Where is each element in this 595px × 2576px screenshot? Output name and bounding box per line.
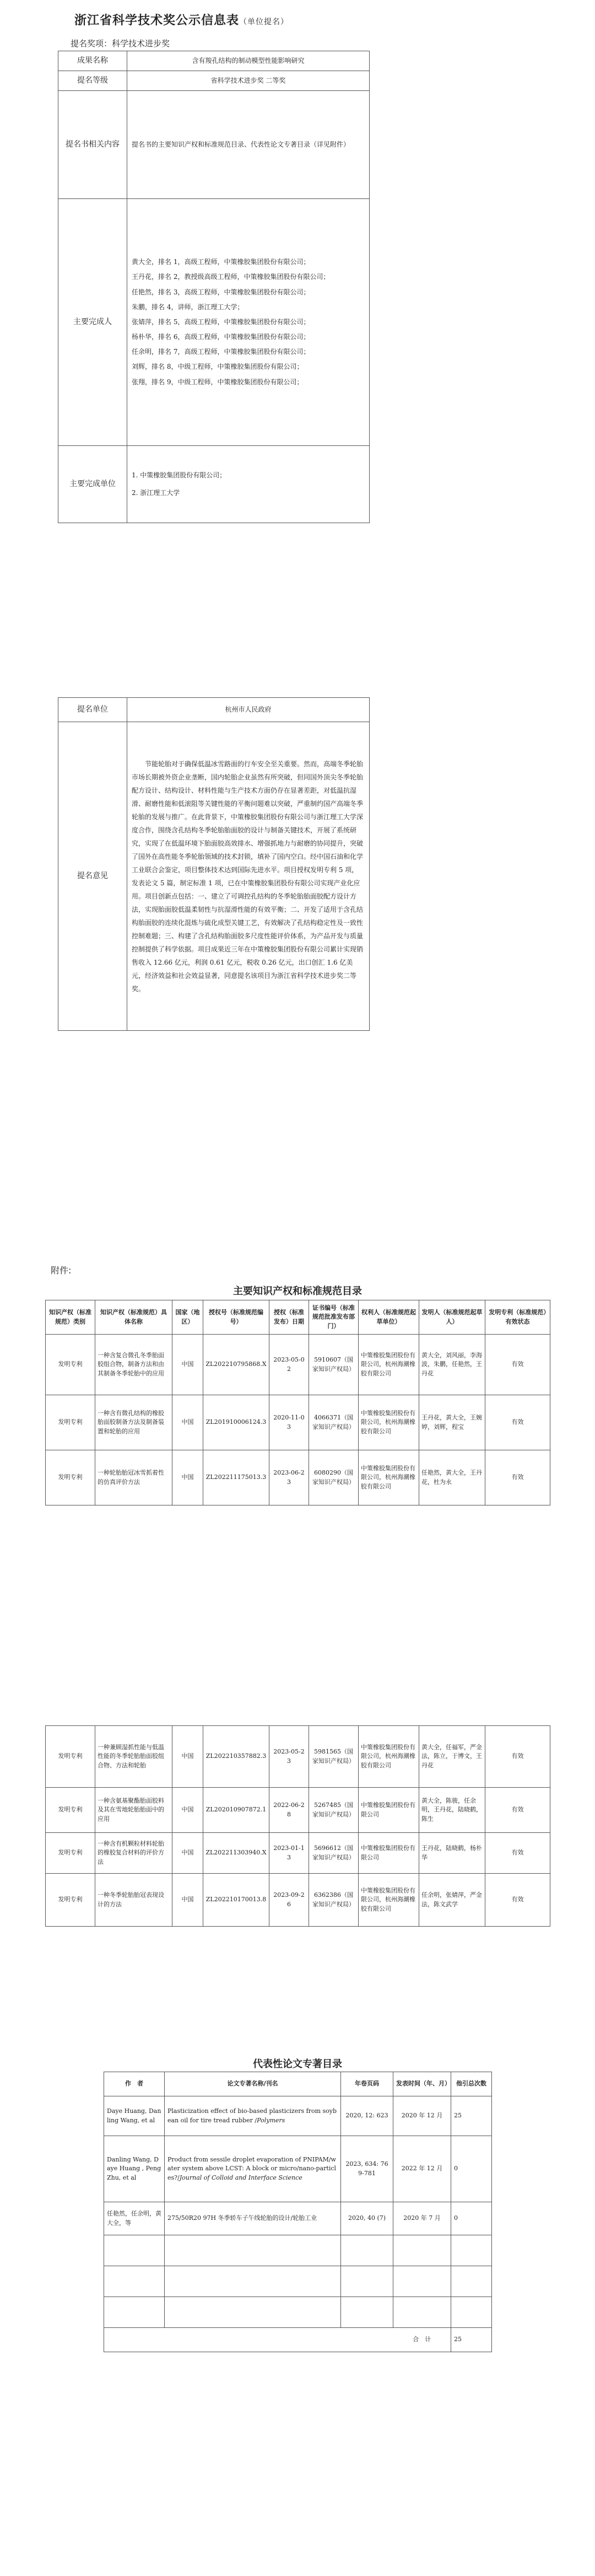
ip-inventor: 任艳然，黄大全，王丹花，杜为永 [419, 1450, 485, 1505]
ip-cert: 5981565（国家知识产权局） [309, 1726, 359, 1788]
ip-cert: 5696612（国家知识产权局） [309, 1833, 359, 1874]
opinion-text: 节能轮胎对于确保低温冰雪路面的行车安全至关重要。然而，高端冬季轮胎市场长期被外资企业垄断，国内轮胎企业虽然有所突破，但同国外顶尖冬季轮胎配方设计、结构设计、材料性能与生产技术方面仍存在显著差距，对低温抗湿滑、耐磨性能和低滚阻等关键性能的平衡问题难以突破，严重制约国产高端冬季轮胎的发展与推广。在此背景下，中策橡胶集团股份有限公司与浙江理工大学深度合作，围绕含孔结构冬季轮胎胎面胶的设计与制备关键技术，开展了系统研究，实现了在低温环境下胎面胶高效排水、增强抓地力与耐磨的协同提升，突破了国外在高性能冬季轮胎领域的技术封锁，填补了国内空白。经中国石油和化学工业联合会鉴定，项目整体技术达到国际先进水平。项目授权发明专利 5 项，发表论文 5 篇，制定标准 1 项，已在中策橡胶集团股份有限公司实现产业化应用。项目创新点包括：一、建立了可调控孔结构的冬季轮胎胎面胶配方设计方法，实现胎面胶低温柔韧性与抗湿滑性能的有效平衡；二、开发了适用于含孔结构胎面胶的连续化混炼与硫化成型关键工艺，有效解决了孔结构稳定性及一致性控制难题；三、构建了含孔结构胎面胶多尺度性能评价体系，为产品开发与质量控制提供了科学依据。项目成果近三年在中策橡胶集团股份有限公司累计实现销售收入 12.66 亿元，利润 0.61 亿元，税收 0.26 亿元，出口创汇 1.6 亿美元，经济效益和社会效益显著，同意提名该项目为浙江省科学技术进步奖二等奖。 [127, 722, 370, 1031]
ip-type: 发明专利 [46, 1833, 95, 1874]
ip-name: 一种含复合微孔冬季胎面胶组合物，制备方法和由其制备冬季轮胎中的应用 [95, 1335, 172, 1395]
person-3: 任艳然，排名 3，高级工程师，中策橡胶集团股份有限公司； [132, 288, 310, 296]
person-2: 王丹花，排名 2，教授级高级工程师，中策橡胶集团股份有限公司； [132, 273, 330, 281]
person-4: 朱鹏，排名 4，讲师，浙江理工大学； [132, 303, 244, 311]
paper-author: Danling Wang, Daye Huang , Peng Zhu, et al [104, 2136, 165, 2202]
ip-table-continued [45, 1725, 550, 1927]
paper-title: Plasticization effect of bio-based plasticizers from soybean oil for tire tread rubber /Polymers [165, 2096, 341, 2136]
paper-header-pages: 年卷页码 [341, 2072, 393, 2096]
people-label: 主要完成人 [58, 199, 127, 446]
journal-name: Journal of Colloid and Interface Science [179, 2174, 302, 2181]
ip-status: 有效 [485, 1726, 550, 1788]
total-value: 25 [451, 2328, 492, 2352]
ip-owner: 中策橡胶集团股份有限公司 [359, 1788, 419, 1833]
ip-date: 2023-05-02 [269, 1335, 309, 1395]
grade-label: 提名等级 [58, 71, 127, 91]
ip-cert: 5267485（国家知识产权局） [309, 1788, 359, 1833]
ip-number: ZL202211175013.3 [203, 1450, 269, 1505]
category-label: 提名奖项： [71, 39, 112, 49]
units-list [127, 446, 370, 523]
ip-country: 中国 [172, 1335, 203, 1395]
ip-owner: 中策橡胶集团股份有限公司，杭州海潮橡胶有限公司 [359, 1726, 419, 1788]
paper-section-title: 代表性论文专著目录 [253, 2058, 342, 2070]
ip-inventor: 任余明，张婧萍，严金法，陈文武学 [419, 1874, 485, 1927]
ip-cert: 4066371（国家知识产权局） [309, 1395, 359, 1450]
ip-name: 一种含有机颗粒材料轮胎的橡胶复合材料的评价方法 [95, 1833, 172, 1874]
ip-type: 发明专利 [46, 1788, 95, 1833]
table-row [46, 1726, 550, 1788]
ip-owner: 中策橡胶集团股份有限公司，杭州海潮橡胶有限公司 [359, 1335, 419, 1395]
info-table [58, 51, 370, 523]
ip-name: 一种含有微孔结构的橡胶胎面胶制备方法及制备装置和轮胎的应用 [95, 1395, 172, 1450]
title-suffix: （单位提名） [239, 18, 289, 26]
table-row [46, 1335, 550, 1395]
paper-title: 275/50R20 97H 冬季轿车子午线轮胎的设计/轮胎工业 [165, 2202, 341, 2235]
page-three [0, 1240, 595, 1654]
ip-date: 2020-11-03 [269, 1395, 309, 1450]
ip-name: 一种含氨基聚酯胎面胶料及其在雪地轮胎胎面中的应用 [95, 1788, 172, 1833]
ip-number: ZL202210795868.X [203, 1335, 269, 1395]
project-value: 含有羧孔结构的制动模型性能影响研究 [127, 51, 370, 71]
ip-header-type: 知识产权（标准规范）类别 [46, 1300, 95, 1335]
ip-header-cert: 证书编号（标准规范批准发布部门） [309, 1300, 359, 1335]
ip-name: 一种兼顾湿抓性能与低温性能的冬季轮胎胎面胶组合物、方法和轮胎 [95, 1726, 172, 1788]
paper-pages: 2020, 40 (7) [341, 2202, 393, 2235]
page-four [0, 1654, 595, 2040]
table-row [46, 1450, 550, 1505]
paper-author: 任艳然，任余明，黄大全，等 [104, 2202, 165, 2235]
ip-date: 2023-05-23 [269, 1726, 309, 1788]
nomination-table [58, 697, 370, 1031]
people-list [127, 199, 370, 446]
ip-number: ZL202211303940.X [203, 1833, 269, 1874]
paper-table [104, 2072, 492, 2352]
ip-status: 有效 [485, 1833, 550, 1874]
paper-time: 2022 年 12 月 [393, 2136, 451, 2202]
table-row [46, 1874, 550, 1927]
ip-type: 发明专利 [46, 1874, 95, 1927]
table-row [46, 1833, 550, 1874]
paper-cites: 0 [451, 2202, 492, 2235]
ip-country: 中国 [172, 1450, 203, 1505]
table-row [104, 2202, 492, 2235]
ip-country: 中国 [172, 1833, 203, 1874]
ip-inventor: 王丹花，黄大全，王婉婷，刘辉，程宝 [419, 1395, 485, 1450]
ip-cert: 5910607（国家知识产权局） [309, 1335, 359, 1395]
total-row [104, 2328, 492, 2352]
ip-owner: 中策橡胶集团股份有限公司，杭州海潮橡胶有限公司 [359, 1395, 419, 1450]
content-label: 提名书相关内容 [58, 91, 127, 199]
person-9: 张翔，排名 9，中级工程师，中策橡胶集团股份有限公司； [132, 378, 304, 386]
ip-status: 有效 [485, 1874, 550, 1927]
ip-name: 一种冬季轮胎胎冠表现设计的方法 [95, 1874, 172, 1927]
award-category [71, 37, 170, 49]
project-label: 成果名称 [58, 51, 127, 71]
total-label: 合 计 [393, 2328, 451, 2352]
ip-inventor: 黄大全，刘风丽，李海波，朱鹏，任艳然，王丹花 [419, 1335, 485, 1395]
ip-date: 2023-09-26 [269, 1874, 309, 1927]
paper-cites: 0 [451, 2136, 492, 2202]
blank-row [104, 2235, 492, 2266]
ip-status: 有效 [485, 1395, 550, 1450]
nominator-value: 杭州市人民政府 [127, 698, 370, 722]
ip-country: 中国 [172, 1874, 203, 1927]
paper-header-author: 作 者 [104, 2072, 165, 2096]
grade-value: 省科学技术进步奖 二等奖 [127, 71, 370, 91]
ip-header-status: 发明专利（标准规范）有效状态 [485, 1300, 550, 1335]
ip-header-date: 授权（标准发布）日期 [269, 1300, 309, 1335]
ip-owner: 中策橡胶集团股份有限公司 [359, 1833, 419, 1874]
ip-status: 有效 [485, 1335, 550, 1395]
ip-number: ZL202010907872.1 [203, 1788, 269, 1833]
ip-country: 中国 [172, 1726, 203, 1788]
ip-section-title: 主要知识产权和标准规范目录 [233, 1286, 362, 1297]
title-text: 浙江省科学技术奖公示信息表 [74, 14, 240, 28]
content-value: 提名书的主要知识产权和标准规范目录、代表性论文专著目录（详见附件） [127, 91, 370, 199]
person-6: 杨朴华，排名 6，高级工程师，中策橡胶集团股份有限公司； [132, 333, 310, 341]
unit-2: 2. 浙江理工大学 [132, 488, 180, 497]
ip-status: 有效 [485, 1788, 550, 1833]
page-two [0, 606, 595, 1240]
ip-table [45, 1300, 550, 1505]
person-1: 黄大全，排名 1，高级工程师，中策橡胶集团股份有限公司； [132, 258, 310, 266]
person-7: 任余明，排名 7，高级工程师，中策橡胶集团股份有限公司； [132, 348, 310, 356]
blank-row [104, 2266, 492, 2297]
person-8: 刘辉，排名 8，中级工程师，中策橡胶集团股份有限公司； [132, 363, 304, 371]
paper-header-time: 发表时间（年、月） [393, 2072, 451, 2096]
paper-cites: 25 [451, 2096, 492, 2136]
ip-type: 发明专利 [46, 1726, 95, 1788]
ip-status: 有效 [485, 1450, 550, 1505]
ip-owner: 中策橡胶集团股份有限公司，杭州海潮橡胶有限公司 [359, 1450, 419, 1505]
ip-country: 中国 [172, 1395, 203, 1450]
ip-cert: 6080290（国家知识产权局） [309, 1450, 359, 1505]
paper-pages: 2023, 634: 769-781 [341, 2136, 393, 2202]
ip-header-owner: 权利人（标准规范起草单位） [359, 1300, 419, 1335]
table-row [46, 1788, 550, 1833]
paper-pages: 2020, 12: 623 [341, 2096, 393, 2136]
table-row [104, 2136, 492, 2202]
paper-title: Product from sessile droplet evaporation of PNIPAM/water system above LCST: A block or micro/nano-particles?/Journal of Colloid and Interface Science [165, 2136, 341, 2202]
units-label: 主要完成单位 [58, 446, 127, 523]
ip-header-inventor: 发明人（标准规范起草人） [419, 1300, 485, 1335]
ip-number: ZL201910006124.3 [203, 1395, 269, 1450]
table-row [46, 1395, 550, 1450]
ip-name: 一种轮胎胎冠冰雪抓着性的仿真评价方法 [95, 1450, 172, 1505]
page-one [0, 0, 595, 606]
ip-header-name: 知识产权（标准规范）具体名称 [95, 1300, 172, 1335]
ip-country: 中国 [172, 1788, 203, 1833]
ip-owner: 中策橡胶集团股份有限公司，杭州海潮橡胶有限公司 [359, 1874, 419, 1927]
paper-time: 2020 年 12 月 [393, 2096, 451, 2136]
paper-author: Daye Huang, Danling Wang, et al [104, 2096, 165, 2136]
ip-inventor: 王丹花，陆晓鹤，杨朴华 [419, 1833, 485, 1874]
ip-number: ZL202210170013.8 [203, 1874, 269, 1927]
ip-date: 2022-06-28 [269, 1788, 309, 1833]
ip-date: 2023-01-13 [269, 1833, 309, 1874]
ip-date: 2023-06-23 [269, 1450, 309, 1505]
ip-inventor: 黄大全，陈骏，任余明，王丹花，陆晓鹤，陈生 [419, 1788, 485, 1833]
attachment-label: 附件: [51, 1265, 72, 1276]
person-5: 张婧萍，排名 5，高级工程师，中策橡胶集团股份有限公司； [132, 318, 310, 326]
ip-cert: 6362386（国家知识产权局） [309, 1874, 359, 1927]
ip-header-country: 国家（地区） [172, 1300, 203, 1335]
ip-type: 发明专利 [46, 1335, 95, 1395]
ip-number: ZL202210357882.3 [203, 1726, 269, 1788]
ip-inventor: 黄大全，任福军，严金法，陈立，于博文，王丹花 [419, 1726, 485, 1788]
journal-name: Polymers [257, 2116, 285, 2124]
paper-header-title: 论文专著名称/刊名 [165, 2072, 341, 2096]
blank-row [104, 2297, 492, 2328]
page-five [0, 2040, 595, 2576]
paper-header-cites: 他引总次数 [451, 2072, 492, 2096]
category-value: 科学技术进步奖 [112, 39, 170, 49]
ip-header-number: 授权号（标准规范编号） [203, 1300, 269, 1335]
table-row [104, 2096, 492, 2136]
ip-type: 发明专利 [46, 1395, 95, 1450]
opinion-label: 提名意见 [58, 722, 127, 1031]
paper-time: 2020 年 7 月 [393, 2202, 451, 2235]
unit-1: 1. 中策橡胶集团股份有限公司； [132, 471, 226, 480]
nominator-label: 提名单位 [58, 698, 127, 722]
page-title [74, 11, 289, 28]
ip-type: 发明专利 [46, 1450, 95, 1505]
